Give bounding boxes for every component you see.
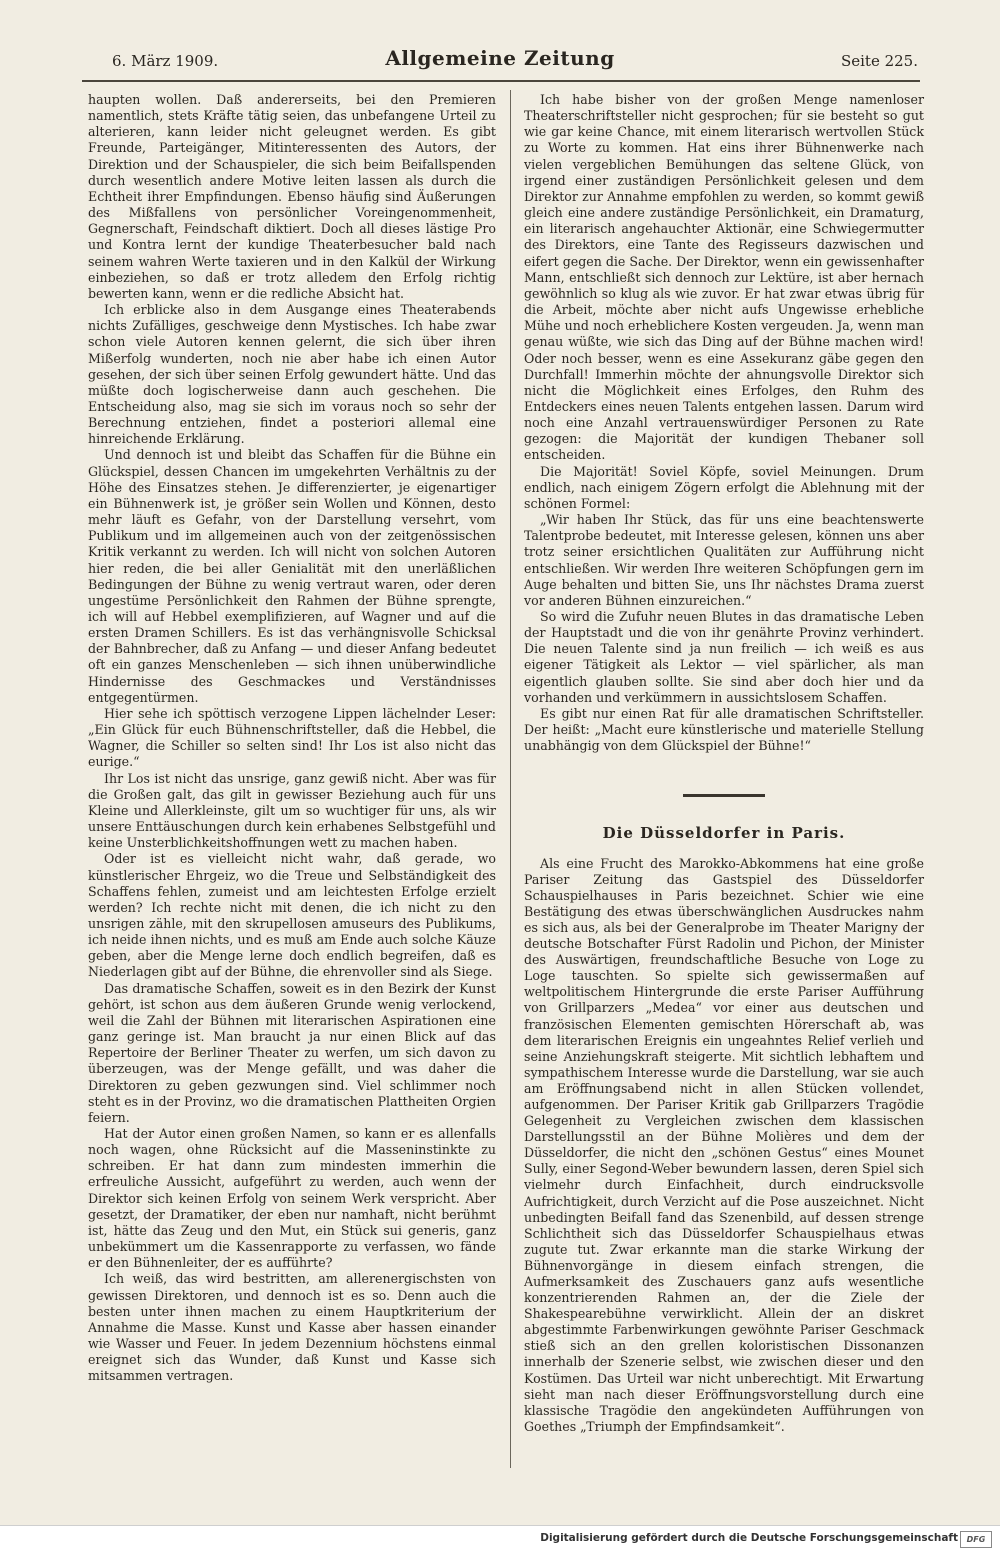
left-paragraph: Hat der Autor einen großen Namen, so kann er es allenfalls noch wagen, ohne Rücksicht auf die Masseninstinkte zu schreiben. Er hat dann zum mindesten immerhin die erfreuliche Aussicht, aufgeführt zu werden, auch wenn der Direktor sich keinen Erfolg von seinem Werk verspricht. Aber gesetzt, der Dramatiker, der eben nur namhaft, nicht berühmt ist, hätte das Zeug und den Mut, ein Stück sui generis, ganz unbekümmert um die Kassenrapporte zu verfassen, wo fände er den Bühnenleiter, der es aufführte? [88,1126,496,1271]
section-separator [683,794,765,797]
left-paragraph: haupten wollen. Daß andererseits, bei den Premieren namentlich, stets Kräfte tätig seien, das unbefangene Urteil zu alterieren, kann leider nicht geleugnet werden. Es gibt Freunde, Parteigänger, Mitinteressenten des Autors, der Direktion und der Schauspieler, die sich beim Beifallspenden durch wesentlich andere Motive leiten lassen als durch die Echtheit ihrer Empfindungen. Ebenso häufig sind Äußerungen des Mißfallens von persönlicher Voreingenommenheit, Gegnerschaft, Feindschaft diktiert. Doch all dieses lästige Pro und Kontra lernt der kundige Theaterbesucher bald nach seinem wahren Werte taxieren und in den Kalkül der Wirkung einbeziehen, so daß er trotz alledem den Erfolg richtig bewerten kann, wenn er die redliche Absicht hat. [88,92,496,301]
left-paragraph: Ihr Los ist nicht das unsrige, ganz gewiß nicht. Aber was für die Großen galt, das gilt in gewisser Beziehung auch für uns Kleine und Allerkleinste, gilt um so wuchtiger für uns, als wir unsere Enttäuschungen durch kein erhabenes Selbstgefühl und keine Unsterblichkeitshoffnungen wett zu machen haben. [88,770,496,851]
funding-note: Digitalisierung gefördert durch die Deutsche Forschungsgemeinschaft [540,1532,958,1544]
right-paragraph: So wird die Zufuhr neuen Blutes in das dramatische Leben der Hauptstadt und die von ihr genährte Provinz verhindert. Die neuen Talente sind ja nun freilich — ich weiß es aus eigener Tätigkeit als Lektor — viel spärlicher, als man eigentlich glauben sollte. Sie sind aber doch hier und da vorhanden und verkümmern in aussichtslosem Schaffen. [524,609,924,705]
page-number: Seite 225. [840,52,918,70]
left-paragraph: Das dramatische Schaffen, soweit es in den Bezirk der Kunst gehört, ist schon aus dem äußeren Grunde wenig verlockend, weil die Zahl der Bühnen mit literarischen Aspirationen eine ganz geringe ist. Man braucht ja nur einen Blick auf das Repertoire der Berliner Theater zu werfen, um sich davon zu überzeugen, was der Menge gefällt, und was daher die Direktoren zu geben gezwungen sind. Viel schlimmer noch steht es in der Provinz, wo die dramatischen Plattheiten Orgien feiern. [88,980,496,1125]
column-divider [510,90,511,1468]
left-column [88,92,496,1385]
rejection-quote: „Wir haben Ihr Stück, das für uns eine beachtenswerte Talentprobe bedeutet, mit Interesse gelesen, können uns aber trotz seiner ersichtlichen Qualitäten zur Aufführung nicht entschließen. Wir werden Ihre weiteren Schöpfungen gern im Auge behalten und bitten Sie, uns Ihr nächstes Drama zuerst vor anderen Bühnen einzureichen.“ [524,512,924,608]
left-paragraph: Und dennoch ist und bleibt das Schaffen für die Bühne ein Glückspiel, dessen Chancen im umgekehrten Verhältnis zu der Höhe des Einsatzes stehen. Je differenzierter, je eigenartiger ein Bühnenwerk ist, je größer sein Wollen und Können, desto mehr läuft es Gefahr, von der Darstellung versehrt, vom Publikum und im allgemeinen auch von der zeitgenössischen Kritik verkannt zu werden. Ich will nicht von solchen Autoren hier reden, die bei aller Genialität mit den unerläßlichen Bedingungen der Bühne zu wenig vertraut waren, oder deren ungestüme Persönlichkeit den Rahmen der Bühne sprengte, ich will auf Hebbel exemplifizieren, auf Wagner und auf die ersten Dramen Schillers. Es ist das verhängnisvolle Schicksal der Bahnbrecher, daß zu Anfang — und dieser Anfang bedeutet oft ein ganzes Menschenleben — sich ihnen unüberwindliche Hindernisse des Geschmackes und Verständnisses entgegentürmen. [88,447,496,705]
issue-date: 6. März 1909. [112,52,219,70]
article-paragraph: Als eine Frucht des Marokko-Abkommens hat eine große Pariser Zeitung das Gastspiel des Düsseldorfer Schauspielhauses in Paris bezeichnet. Schier wie eine Bestätigung des etwas überschwänglichen Ausdruckes nahm es sich aus, als bei der Generalprobe im Theater Marigny der deutsche Botschafter Fürst Radolin und Pichon, der Minister des Auswärtigen, freundschaftliche Besuche von Loge zu Loge tauschten. So spielte sich gewissermaßen auf weltpolitischem Hintergrunde die erste Pariser Aufführung von Grillparzers „Medea“ vor einer aus deutschen und französischen Elementen gemischten Hörerschaft ab, was dem literarischen Ereignis ein ungeahntes Relief verlieh und seine Anziehungskraft steigerte. Mit sichtlich lebhaftem und sympathischem Interesse wurde die Darstellung, war sie auch am Eröffnungsabend nicht in allen Stücken vollendet, aufgenommen. Der Pariser Kritik gab Grillparzers Tragödie Gelegenheit zu Vergleichen zwischen dem klassischen Darstellungsstil an der Bühne Molières und dem der Düsseldorfer, die nicht den „schönen Gestus“ eines Mounet Sully, einer Segond-Weber bewundern lassen, deren Spiel sich vielmehr durch Einfachheit, durch eindrucksvolle Aufrichtigkeit, durch Verzicht auf die Pose auszeichnet. Nicht unbedingten Beifall fand das Szenenbild, auf dessen strenge Schlichtheit sich das Düsseldorfer Schauspielhaus etwas zugute tut. Zwar erkannte man die starke Wirkung der Bühnenvorgänge in diesem einfach strengen, die Aufmerksamkeit des Zuschauers ganz aufs wesentliche konzentrierenden Rahmen an, der die Ziele der Shakespearebühne verwirklicht. Allein der an diskret abgestimmte Farbenwirkungen gewöhnte Pariser Geschmack stieß sich an den grellen koloristischen Dissonanzen innerhalb der Szenerie selbst, wie zwischen dieser und den Kostümen. Das Urteil war nicht unberechtigt. Mit Erwartung sieht man nach dieser Eröffnungsvorstellung durch eine klassische Tragödie den angekündeten Aufführungen von Goethes „Triumph der Empfindsamkeit“. [524,855,924,1434]
left-paragraph: Ich weiß, das wird bestritten, am allerenergischsten von gewissen Direktoren, und dennoch ist es so. Denn auch die besten unter ihnen machen zu einem Hauptkriterium der Annahme die Masse. Kunst und Kasse aber hassen einander wie Wasser und Feuer. In jedem Dezennium höchstens einmal ereignet sich das Wunder, daß Kunst und Kasse sich mitsammen vertragen. [88,1271,496,1384]
right-paragraph: Die Majorität! Soviel Köpfe, soviel Meinungen. Drum endlich, nach einigem Zögern erfolgt die Ablehnung mit der schönen Formel: [524,463,924,511]
right-paragraph: Es gibt nur einen Rat für alle dramatischen Schriftsteller. Der heißt: „Macht eure künstlerische und materielle Stellung unabhängig von dem Glückspiel der Bühne!“ [524,705,924,754]
left-paragraph: Hier sehe ich spöttisch verzogene Lippen lächelnder Leser: „Ein Glück für euch Bühnenschriftsteller, daß die Hebbel, die Wagner, die Schiller so selten sind! Ihr Los ist also nicht das eurige.“ [88,705,496,770]
header-rule [82,80,920,82]
right-column [524,92,924,1435]
article-duesseldorfer [524,825,924,1435]
left-paragraph: Oder ist es vielleicht nicht wahr, daß gerade, wo künstlerischer Ehrgeiz, wo die Treue und Selbständigkeit des Schaffens fehlen, zumeist und am leichtesten Erfolge erzielt werden? Ich rechte nicht mit denen, die ich nicht zu den unsrigen zähle, mit den skrupellosen amuseurs des Publikums, ich neide ihnen nichts, und es muß am Ende auch solche Käuze geben, aber die Menge lerne doch endlich begreifen, daß es Niederlagen gibt auf der Bühne, die ehrenvoller sind als Siege. [88,851,496,980]
dfg-logo-icon: DFG [960,1531,992,1548]
right-paragraph: Ich habe bisher von der großen Menge namenloser Theaterschriftsteller nicht gesprochen; für sie besteht so gut wie gar keine Chance, mit einem literarisch wertvollen Stück zu Worte zu kommen. Hat eins ihrer Bühnenwerke nach vielen vergeblichen Bemühungen das seltene Glück, von irgend einer zuständigen Persönlichkeit gelesen und dem Direktor zur Annahme empfohlen zu werden, so kommt gewiß gleich eine andere zuständige Persönlichkeit, ein Dramaturg, ein literarisch angehauchter Aktionär, eine Schwiegermutter des Direktors, eine Tante des Regisseurs dazwischen und eifert gegen die Sache. Der Direktor, wenn ein gewissenhafter Mann, entschließt sich dennoch zur Lektüre, ist aber hernach gewöhnlich so klug als wie zuvor. Er hat zwar etwas übrig für die Arbeit, möchte aber nicht aufs Ungewisse erhebliche Mühe und noch erheblichere Kosten vergeuden. Ja, wenn man genau wüßte, wie sich das Ding auf der Bühne machen wird! Oder noch besser, wenn es eine Assekuranz gäbe gegen den Durchfall! Immerhin möchte der ahnungsvolle Direktor sich nicht die Möglichkeit eines Erfolges, den Ruhm des Entdeckers eines neuen Talents entgehen lassen. Darum wird noch eine Anzahl vertrauenswürdiger Personen zu Rate gezogen: die Majorität der kundigen Thebaner soll entscheiden. [524,92,924,463]
digitization-footer [0,1525,1000,1552]
article-title: Die Düsseldorfer in Paris. [602,824,846,843]
left-paragraph: Ich erblicke also in dem Ausgange eines Theaterabends nichts Zufälliges, geschweige denn Mystisches. Ich habe zwar schon viele Autoren kennen gelernt, die sich über ihren Mißerfolg wunderten, noch nie aber habe ich einen Autor gesehen, der sich über seinen Erfolg gewundert hätte. Und das müßte doch logischerweise dann auch geschehen. Die Entscheidung also, mag sie sich im voraus noch so sehr der Berechnung entziehen, findet a posteriori allemal eine hinreichende Erklärung. [88,302,496,447]
newspaper-title: Allgemeine Zeitung [385,46,615,70]
page-header [82,46,918,76]
